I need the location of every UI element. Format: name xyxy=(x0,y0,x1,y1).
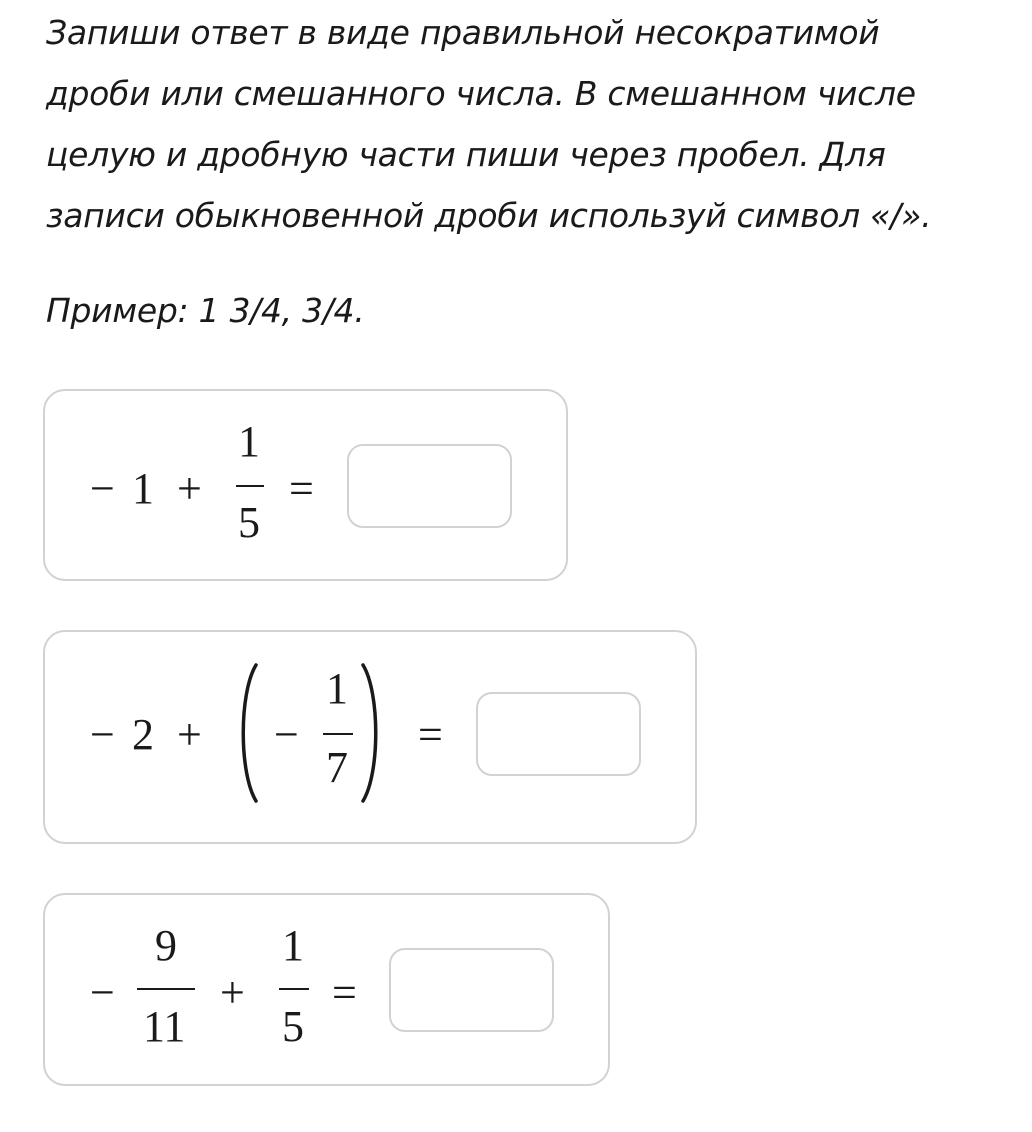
fraction-numerator-1: 9 xyxy=(155,921,177,970)
fraction-bar-1 xyxy=(137,988,195,990)
fraction-denominator-2: 5 xyxy=(282,1002,304,1051)
instructions-line: дроби или смешанного числа. В смешанном числе xyxy=(46,74,916,113)
right-parenthesis-glyph xyxy=(361,663,383,803)
minus-sign: − xyxy=(90,464,115,513)
plus-sign: + xyxy=(177,710,202,759)
plus-sign: + xyxy=(220,968,245,1017)
task-card-1 xyxy=(43,389,568,581)
task-card-2 xyxy=(43,630,697,844)
fraction-bar-2 xyxy=(279,988,309,990)
instructions-text xyxy=(46,2,1016,246)
fraction-denominator: 5 xyxy=(238,498,260,547)
equals-sign: = xyxy=(289,464,314,513)
left-parenthesis xyxy=(236,663,258,803)
whole-number: 2 xyxy=(132,710,154,759)
minus-sign: − xyxy=(90,710,115,759)
fraction-numerator-2: 1 xyxy=(282,921,304,970)
plus-sign: + xyxy=(177,464,202,513)
inner-minus-sign: − xyxy=(274,710,299,759)
instructions-line: целую и дробную части пиши через пробел. Для xyxy=(46,135,886,174)
equals-sign: = xyxy=(332,968,357,1017)
fraction-denominator: 7 xyxy=(326,743,348,792)
whole-number: 1 xyxy=(132,464,154,513)
fraction-numerator: 1 xyxy=(238,417,260,466)
fraction-bar xyxy=(323,733,353,735)
fraction-denominator-1: 11 xyxy=(143,1002,186,1051)
instructions-line: записи обыкновенной дроби используй символ «/». xyxy=(46,196,932,235)
right-parenthesis xyxy=(361,663,383,803)
minus-sign: − xyxy=(90,968,115,1017)
task-card-3 xyxy=(43,893,610,1086)
instructions-line: Запиши ответ в виде правильной несократимой xyxy=(46,13,880,52)
answer-input-1[interactable] xyxy=(347,444,512,528)
answer-input-3[interactable] xyxy=(389,948,554,1032)
answer-input-2[interactable] xyxy=(476,692,641,776)
left-parenthesis-glyph xyxy=(236,663,258,803)
example-text: Пример: 1 3/4, 3/4. xyxy=(46,291,365,330)
fraction-bar xyxy=(236,485,264,487)
fraction-numerator: 1 xyxy=(326,664,348,713)
equals-sign: = xyxy=(418,710,443,759)
